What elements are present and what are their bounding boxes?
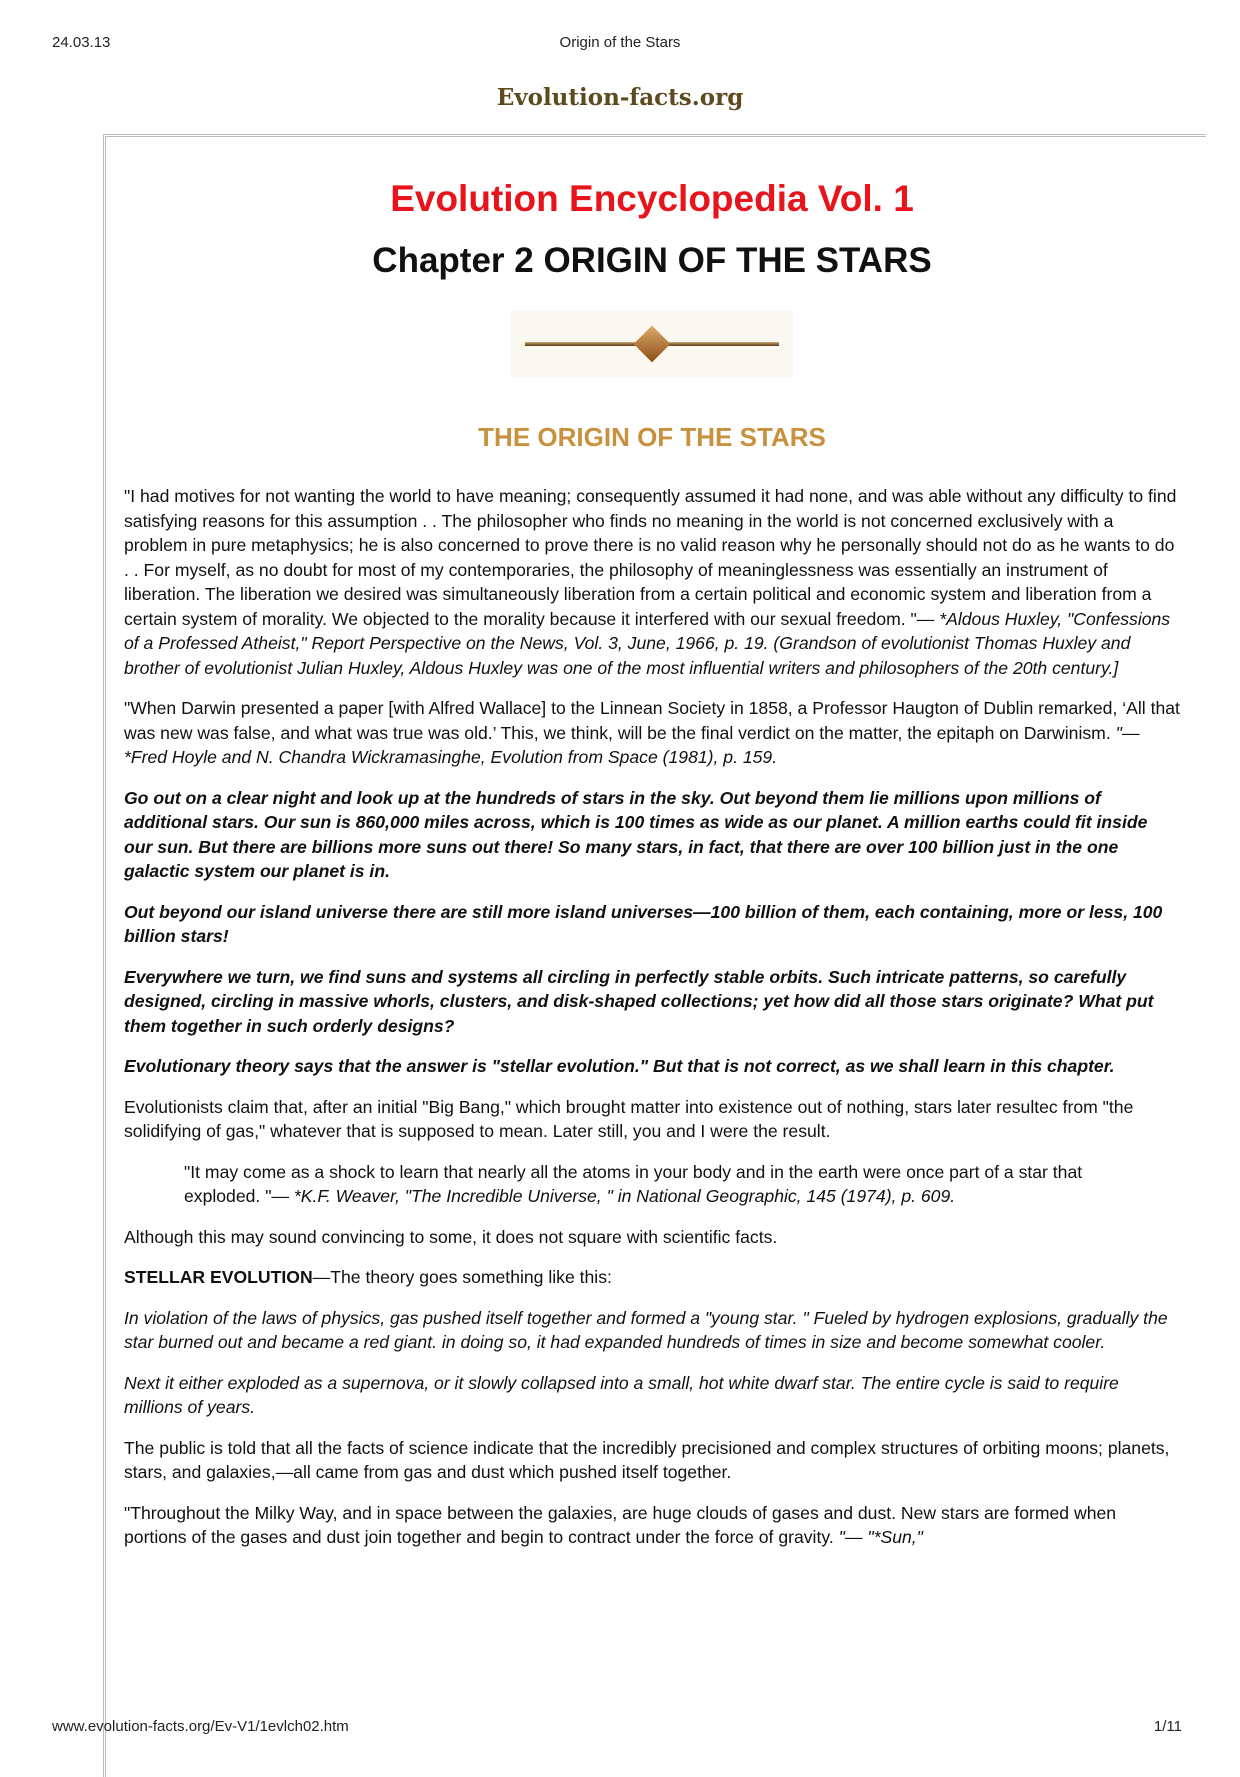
print-page-title: Origin of the Stars bbox=[559, 34, 681, 51]
encyclopedia-title: Evolution Encyclopedia Vol. 1 bbox=[390, 178, 914, 219]
weaver-citation: *K.F. Weaver, "The Incredible Universe, " in National Geographic, 145 (1974), p. 609. bbox=[289, 1186, 956, 1206]
ornamental-divider-icon bbox=[511, 311, 793, 377]
site-name-link[interactable]: Evolution-facts.org bbox=[496, 84, 744, 111]
huxley-quote: "I had motives for not wanting the world to have meaning; consequently assumed it had none, and was able without any difficulty to find satisfying reasons for this assumption . . The philosopher who finds no meaning in the world is not concerned exclusively with a problem in pure metaphysics; he is also concerned to prove there is no valid reason why he personally should not do as he wants to do . . For myself, as no doubt for most of my contemporaries, the philosophy of meaninglessness was essentially an instrument of liberation. The liberation we desired was simultaneously liberation from a certain political and economic system and liberation from a certain system of morality. We objected to the morality because it interfered with our sexual freedom. "— bbox=[124, 486, 1177, 629]
supernova-paragraph: Next it either exploded as a supernova, or it slowly collapsed into a small, hot white dwarf star. The entire cycle is said to require millions of years. bbox=[124, 1372, 1119, 1417]
huxley-citation: *Aldous Huxley, "Confessions of a Professed Atheist," Report Perspective on the News, Vol. 3, June, 1966, p. 19. (Grandson of evolutionist Thomas Huxley and brother of evolutionist Julian Huxley, Aldous Huxley was one of the most influential writers and philosophers of the 20th century.] bbox=[124, 608, 1171, 678]
milky-way-paragraph bbox=[124, 1501, 1180, 1550]
stellar-evolution-paragraph bbox=[124, 1265, 1180, 1290]
island-universes-paragraph: Out beyond our island universe there are still more island universes—100 billion of them, each containing, more or less, 100 billion stars! bbox=[124, 901, 1163, 946]
milky-way-citation: "— "*Sun," bbox=[838, 1527, 923, 1547]
huxley-quote-paragraph bbox=[124, 484, 1180, 680]
stars-paragraph: Go out on a clear night and look up at the hundreds of stars in the sky. Out beyond them lie millions upon millions of additional stars. Our sun is 860,000 miles across, which is 100 times as wide as our planet. A million earths could fit inside our sun. But there are billions more suns out there! So many stars, in fact, that there are over 100 billion just in the one galactic system our planet is in. bbox=[124, 787, 1148, 881]
print-footer bbox=[0, 1718, 1240, 1738]
stellar-evolution-label: STELLAR EVOLUTION bbox=[124, 1267, 313, 1287]
darwin-quote: "When Darwin presented a paper [with Alfred Wallace] to the Linnean Society in 1858, a Professor Haugton of Dublin remarked, ‘All that was new was false, and what was true was old.’ This, we think, will be the final verdict on the matter, the epitaph on Darwinism. bbox=[124, 698, 1180, 743]
young-star-paragraph: In violation of the laws of physics, gas pushed itself together and formed a "young star. " Fueled by hydrogen explosions, gradually the star burned out and became a red giant. in doing so, it had expanded hundreds of times in size and become somewhat cooler. bbox=[124, 1307, 1168, 1352]
milky-way-quote: "Throughout the Milky Way, and in space between the galaxies, are huge clouds of gases and dust. New stars are formed when portions of the gases and dust join together and begin to contract under the force of gravity. bbox=[124, 1502, 1117, 1547]
stellar-evolution-text: —The theory goes something like this: bbox=[312, 1267, 612, 1287]
big-bang-paragraph: Evolutionists claim that, after an initial "Big Bang," which brought matter into existence out of nothing, stars later resultec from "the solidifying of gas," whatever that is supposed to mean. Later still, you and I were the result. bbox=[124, 1096, 1134, 1141]
public-paragraph: The public is told that all the facts of science indicate that the incredibly precisioned and complex structures of orbiting moons; planets, stars, and galaxies,—all came from gas and dust which pushed itself together. bbox=[124, 1437, 1170, 1482]
weaver-quote: "It may come as a shock to learn that nearly all the atoms in your body and in the earth were once part of a star that exploded. "— bbox=[184, 1161, 1083, 1206]
weaver-quote-paragraph bbox=[124, 1160, 1180, 1209]
article-content bbox=[124, 137, 1180, 1550]
darwin-citation: "—*Fred Hoyle and N. Chandra Wickramasinghe, Evolution from Space (1981), p. 159. bbox=[124, 722, 1140, 767]
section-title: THE ORIGIN OF THE STARS bbox=[478, 422, 826, 452]
print-date: 24.03.13 bbox=[52, 34, 111, 51]
print-header bbox=[0, 34, 1240, 54]
chapter-title: Chapter 2 ORIGIN OF THE STARS bbox=[372, 241, 932, 280]
page-number: 1/11 bbox=[1153, 1718, 1182, 1735]
stellar-evolution-intro-paragraph: Evolutionary theory says that the answer is "stellar evolution." But that is not correct, as we shall learn in this chapter. bbox=[124, 1056, 1115, 1076]
convincing-paragraph: Although this may sound convincing to some, it does not square with scientific facts. bbox=[124, 1226, 778, 1247]
darwin-quote-paragraph bbox=[124, 696, 1180, 770]
content-frame bbox=[103, 134, 1206, 1777]
print-url[interactable]: www.evolution-facts.org/Ev-V1/1evlch02.htm bbox=[52, 1718, 349, 1735]
orbits-paragraph: Everywhere we turn, we find suns and systems all circling in perfectly stable orbits. Such intricate patterns, so carefully designed, circling in massive whorls, clusters, and disk-shaped collections; yet how did all those stars originate? What put them together in such orderly designs? bbox=[124, 966, 1154, 1036]
